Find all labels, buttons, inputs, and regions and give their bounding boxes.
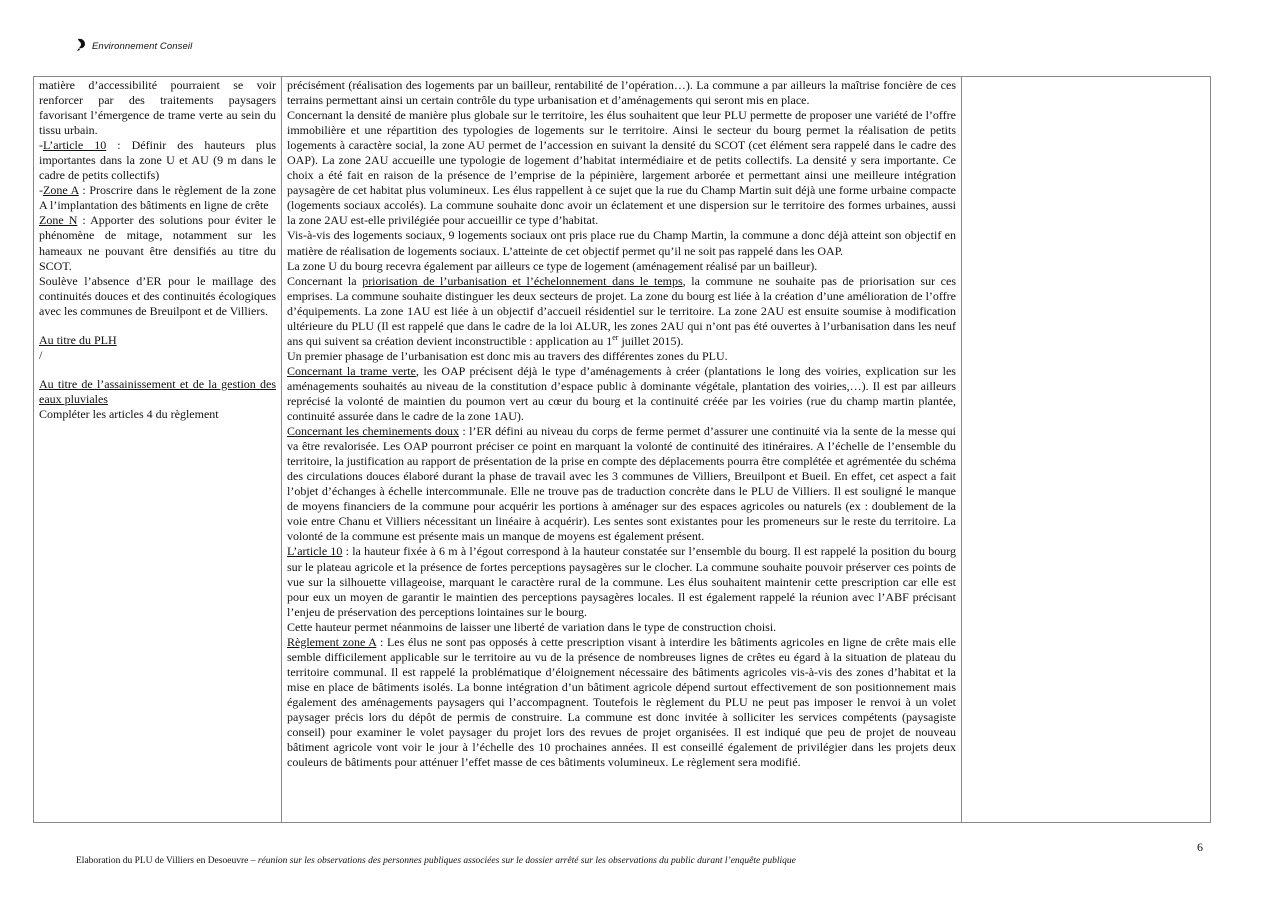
paragraph-text: /	[39, 347, 43, 362]
paragraph	[287, 364, 956, 424]
table-row	[34, 77, 1211, 823]
paragraph	[39, 407, 276, 422]
paragraph-text: Soulève l’absence d’ER pour le maillage des continuités douces et des continuités écologiques avec les communes de Breuilpont et de Villiers.	[39, 273, 276, 318]
paragraph-text: : la hauteur fixée à 6 m à l’égout correspond à la hauteur constatée sur l’ensemble du bourg. Il est rappelé la position du bourg sur le plateau agricole et la présence de fortes perceptions paysagères sur le clocher. La commune souhaite pouvoir préserver ces points de vue sur la silhouette villageoise, marquant le caractère rural de la commune. Les élus souhaitent maintenir cette prescription car elle est pour eux un moyen de garantir le maintien des perceptions paysagères locales. Il est également rappelé la réunion avec l’ABF précisant l’enjeu de préservation des perceptions lointaines sur le bourg.	[287, 544, 956, 619]
underlined-heading: priorisation de l’urbanisation et l’échelonnement dans le temps	[362, 273, 683, 288]
underlined-heading: Zone A	[43, 183, 79, 198]
logo-text: Environnement Conseil	[92, 41, 193, 52]
footer-subtitle: – réunion sur les observations des personnes publiques associées sur le dossier arrêté sur les observations du public durant l’enquête publique	[248, 856, 796, 866]
paragraph-text: er	[612, 332, 619, 342]
paragraph	[39, 348, 276, 363]
paragraph-text: Compléter les articles 4 du règlement	[39, 406, 219, 421]
paragraph-text: précisément (réalisation des logements par un bailleur, rentabilité de l’opération…). La commune a par ailleurs la maîtrise foncière de ces terrains permettant ainsi un certain contrôle du type urbanisation et d’aménagements qui seront mis en place.	[287, 78, 956, 108]
leaf-logo-icon	[76, 38, 88, 52]
underlined-heading: Zone N	[39, 213, 78, 228]
footer-title: Elaboration du PLU de Villiers en Desoeuvre	[76, 856, 249, 866]
paragraph	[287, 620, 956, 635]
paragraph-text: : l’ER défini au niveau du corps de ferme permet d’assurer une continuité via la sente de la messe qui va être revalorisée. Les OAP pourront préciser ce point en marquant la volonté de continuité des itinéraires. A l’échelle de l’ensemble du territoire, la justification au rapport de présentation de la prise en compte des déplacements pourra être complétée et agrémentée du schéma des circulations douces élaboré durant la phase de travail avec les 3 communes de Villiers, Breuilpont et Bueil. En effet, cet aspect a fait l’objet d’échanges à échelle intercommunale. Elle ne trouve pas de traduction concrète dans le PLU de Villiers. Il est souligné le manque de moyens financiers de la commune pour acquérir les portions à aménager sur des espaces agricoles ou naturels (ex : doublement de la voie entre Chanu et Villiers nécessitant un linéaire à acquérir). Les sentes sont existantes pour les promeneurs sur le reste du territoire. La volonté de la commune est présente mais un manque de moyens est également présent.	[287, 424, 956, 544]
paragraph	[287, 274, 956, 349]
page-footer	[76, 856, 796, 866]
paragraph-text: : Apporter des solutions pour éviter le phénomène de mitage, notamment sur les hameaux ne pouvant être densifiés au titre du SCOT.	[39, 213, 276, 273]
paragraph	[39, 377, 276, 407]
underlined-heading: Au titre du PLH	[39, 332, 117, 347]
paragraph	[287, 228, 956, 258]
paragraph	[39, 183, 276, 213]
paragraph	[287, 349, 956, 364]
paragraph-text: Un premier phasage de l’urbanisation est donc mis au travers des différentes zones du PLU.	[287, 348, 728, 363]
paragraph-text: : Proscrire dans le règlement de la zone A l’implantation des bâtiments en ligne de crête	[39, 183, 276, 213]
responses-column	[282, 77, 962, 823]
paragraph-text: juillet 2015).	[618, 333, 684, 348]
paragraph-text: : Définir des hauteurs plus importantes dans la zone U et AU (9 m dans le cadre de petits collectifs)	[39, 138, 277, 183]
paragraph	[39, 138, 276, 183]
paragraph	[287, 78, 956, 108]
paragraph-text: , la commune ne souhaite pas de priorisation sur ces emprises. La commune souhaite distinguer les deux secteurs de projet. La zone du bourg est liée à la création d’une amélioration de l’offre d’équipements. La zone 1AU est liée à un objectif d’accueil résidentiel sur le territoire. La zone 2AU est ensuite soumise à modification ultérieure du PLU (Il est rappelé que dans le cadre de la loi ALUR, les zones 2AU qui n’ont pas été ouvertes à l’urbanisation dans les neuf ans qui suivent sa création devient inconstructible : application au 1	[287, 273, 957, 348]
paragraph-text: , les OAP précisent déjà le type d’aménagements à créer (plantations le long des voiries, explication sur les aménagements souhaités au niveau de la constitution d’espace public à dominante végétale, plantation des voiries,…). Il est par ailleurs reprécisé la volonté de maintien du poumon vert au cœur du bourg et la continuité créée par les voiries (rue du champ martin plantée, continuité assurée dans le cadre de la zone 1AU).	[287, 363, 956, 424]
underlined-heading: Règlement zone A	[287, 634, 377, 649]
paragraph	[39, 213, 276, 273]
underlined-heading: Au titre de l’assainissement et de la gestion des eaux pluviales	[39, 376, 276, 406]
underlined-heading: Concernant les cheminements doux	[287, 424, 460, 439]
company-logo	[76, 38, 192, 52]
paragraph-text: : Les élus ne sont pas opposés à cette prescription visant à interdire les bâtiments agricoles en ligne de crête mais elle semble difficilement applicable sur le territoire au vu de la présence de nombreuses lignes de crêtes eu égard à la situation de plateau du territoire communal. Il est rappelé la problématique d’éloignement nécessaire des bâtiments agricoles vis-à-vis des zones d’habitat et la mise en place de bâtiments isolés. La bonne intégration d’un bâtiment agricole dépend surtout effectivement de son positionnement mais également des aménagements paysagers qui l’accompagnent. Toutefois le règlement du PLU ne peut pas imposer le renvoi à un volet paysager précis lors du dépôt de permis de construire. La commune est donc invitée à solliciter les services compétents (paysagiste conseil) pour examiner le volet paysager du projet lors des revues de projet organisées. Il est indiqué que peu de projet de nouveau bâtiment agricole vont voir le jour à l’échelle des 10 prochaines années. Il est conseillé également de privilégier dans les projets deux couleurs de bâtiments pour atténuer l’effet masse de ces bâtiments volumineux. Le règlement sera modifié.	[287, 634, 956, 770]
paragraph-text: Concernant la densité de manière plus globale sur le territoire, les élus souhaitent que leur PLU permette de proposer une variété de l’offre immobilière et une répartition des typologies de logements sur le territoire. Ainsi le secteur du bourg permet la réalisation de petits logements à caractère social, la zone AU permet de l’accession en suivant la densité du SCOT (cet élément sera rappelé dans le cadre des OAP). La zone 2AU accueille une typologie de logement d’habitat intermédiaire et de petits collectifs. La densité y sera importante. Ce choix a été fait en raison de la présence de l’emprise de la pépinière, largement arborée et permettant ainsi une meilleure intégration paysagère de cet habitat plus volumineux. Les élus rappellent à ce sujet que la rue du Champ Martin suit déjà une forme urbaine compacte (logements sociaux accolés). La commune souhaite donc avoir un éclatement et une dispersion sur le territoire des formes urbaines, aussi la zone 2AU est-elle privilégiée pour accueillir ce type d’habitat.	[287, 108, 956, 228]
page-number: 6	[1197, 840, 1203, 854]
paragraph-text: La zone U du bourg recevra également par ailleurs ce type de logement (aménagement réalisé par un bailleur).	[287, 258, 818, 273]
paragraph-text: matière d’accessibilité pourraient se voir renforcer par des traitements paysagers favorisant l’émergence de trame verte au sein du tissu urbain.	[39, 78, 276, 138]
observations-table	[33, 76, 1211, 823]
paragraph-text: Cette hauteur permet néanmoins de laisser une liberté de variation dans le type de construction choisi.	[287, 619, 777, 634]
paragraph	[39, 333, 276, 348]
underlined-heading: L’article 10	[287, 544, 343, 559]
paragraph	[287, 635, 956, 770]
paragraph	[287, 108, 956, 228]
underlined-heading: L’article 10	[43, 138, 107, 153]
paragraph	[287, 424, 956, 544]
paragraph	[39, 274, 276, 319]
paragraph	[39, 78, 276, 138]
paragraph	[287, 544, 956, 619]
notes-column	[962, 77, 1211, 823]
observations-column	[34, 77, 282, 823]
underlined-heading: Concernant la trame verte	[287, 363, 416, 378]
paragraph	[287, 259, 956, 274]
paragraph-text: -	[39, 138, 43, 153]
paragraph-text: Concernant la	[287, 273, 363, 288]
paragraph-text: -	[39, 183, 43, 198]
paragraph-text: Vis-à-vis des logements sociaux, 9 logements sociaux ont pris place rue du Champ Martin, la commune a donc déjà atteint son objectif en matière de réalisation de logements sociaux. L’atteinte de cet objectif permet qu’il ne soit pas rappelé dans les OAP.	[287, 228, 956, 258]
